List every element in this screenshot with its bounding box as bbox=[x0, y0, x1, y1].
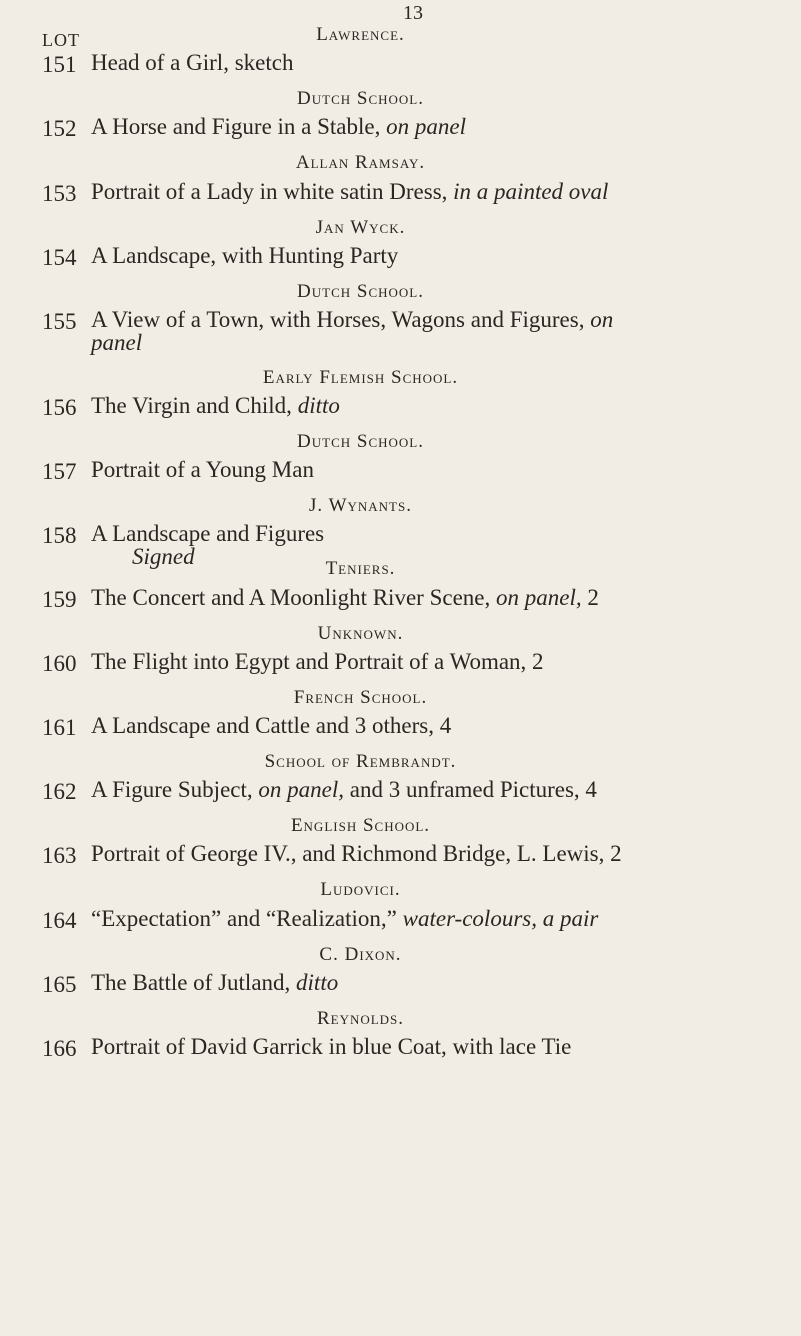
artist-name: Ludovici. bbox=[320, 879, 401, 900]
lot-number: 159 bbox=[42, 587, 77, 612]
lot-description-text: A Figure Subject, bbox=[91, 777, 259, 802]
lot-number: 166 bbox=[42, 1036, 77, 1061]
lot-description-text: Portrait of David Garrick in blue Coat, with lace Tie bbox=[91, 1034, 572, 1059]
lot-description-continuation: Signed bbox=[132, 544, 195, 569]
lot-description-text: A Landscape, with Hunting Party bbox=[91, 243, 399, 268]
lot-description bbox=[91, 904, 791, 934]
lot-description-text: “Expectation” and “Realization,” bbox=[91, 906, 403, 931]
lot-description-text: Head of a Girl, sketch bbox=[91, 50, 294, 75]
lot-description-continuation: panel bbox=[91, 330, 143, 355]
artist-name: C. Dixon. bbox=[319, 944, 402, 965]
lot-description-italic: ditto bbox=[297, 393, 340, 418]
lot-number: 160 bbox=[42, 651, 77, 676]
artist-name: Dutch School. bbox=[297, 431, 424, 452]
lot-description-text: A View of a Town, with Horses, Wagons and Figures, bbox=[91, 307, 591, 332]
lot-number: 165 bbox=[42, 972, 77, 997]
lot-number: 161 bbox=[42, 715, 77, 740]
artist-name: J. Wynants. bbox=[309, 495, 412, 516]
artist-name: French School. bbox=[293, 687, 428, 708]
lot-description-text: The Virgin and Child, bbox=[91, 393, 298, 418]
artist-name: Teniers. bbox=[325, 558, 396, 579]
lot-description-text: A Landscape and Figures bbox=[91, 521, 325, 546]
lot-description bbox=[91, 519, 791, 549]
lot-number: 151 bbox=[42, 52, 77, 77]
artist-name: School of Rembrandt. bbox=[264, 751, 457, 772]
lot-description-text: Portrait of George IV., and Richmond Bridge, L. Lewis, 2 bbox=[91, 841, 622, 866]
lot-description-text: A Horse and Figure in a Stable, bbox=[91, 114, 387, 139]
lot-description-text: Portrait of a Young Man bbox=[91, 457, 314, 482]
lot-description-italic: on panel bbox=[386, 114, 466, 139]
lot-description-text: The Concert and A Moonlight River Scene, bbox=[91, 585, 496, 610]
lot-number: 163 bbox=[42, 843, 77, 868]
artist-name: Early Flemish School. bbox=[262, 367, 459, 388]
lot-description-italic: on panel, bbox=[495, 585, 582, 610]
lot-description-text: The Battle of Jutland, bbox=[91, 970, 297, 995]
lot-description bbox=[91, 112, 791, 142]
artist-name: Jan Wyck. bbox=[315, 217, 406, 238]
lot-description-italic: on panel, bbox=[258, 777, 344, 802]
page-number: 13 bbox=[403, 2, 423, 24]
lot-description-italic: ditto bbox=[296, 970, 339, 995]
lot-description bbox=[91, 455, 791, 485]
lot-column-header: LOT bbox=[42, 30, 80, 50]
lot-description bbox=[91, 775, 791, 805]
lot-number: 154 bbox=[42, 245, 77, 270]
lot-description bbox=[91, 711, 791, 741]
artist-name: Lawrence. bbox=[316, 24, 405, 45]
lot-description-italic: water-colours, a pair bbox=[402, 906, 599, 931]
lot-description-text: The Flight into Egypt and Portrait of a Woman, 2 bbox=[91, 649, 544, 674]
lot-number: 164 bbox=[42, 908, 77, 933]
lot-description-text: A Landscape and Cattle and 3 others, 4 bbox=[91, 713, 452, 738]
lot-description bbox=[91, 583, 791, 613]
lot-number: 152 bbox=[42, 116, 77, 141]
lot-number: 162 bbox=[42, 779, 77, 804]
lot-number: 155 bbox=[42, 309, 77, 334]
artist-name: Unknown. bbox=[317, 623, 404, 644]
artist-name: Allan Ramsay. bbox=[295, 152, 426, 173]
lot-description bbox=[91, 48, 791, 78]
artist-name: Dutch School. bbox=[297, 88, 424, 109]
lot-number: 158 bbox=[42, 523, 77, 548]
lot-description bbox=[91, 1032, 791, 1062]
lot-description bbox=[91, 391, 791, 421]
lot-description bbox=[91, 241, 791, 271]
lot-description-italic: on bbox=[590, 307, 614, 332]
lot-description bbox=[91, 968, 791, 998]
lot-description-text: Portrait of a Lady in white satin Dress, bbox=[91, 179, 454, 204]
artist-name: Dutch School. bbox=[297, 281, 424, 302]
lot-number: 157 bbox=[42, 459, 77, 484]
lot-description bbox=[91, 647, 791, 677]
lot-description bbox=[91, 177, 791, 207]
lot-number: 153 bbox=[42, 181, 77, 206]
lot-number: 156 bbox=[42, 395, 77, 420]
lot-description bbox=[91, 305, 791, 335]
lot-description bbox=[91, 839, 791, 869]
lot-description-tail: and 3 unframed Pictures, 4 bbox=[344, 777, 597, 802]
artist-name: English School. bbox=[290, 815, 431, 836]
lot-description-tail: 2 bbox=[581, 585, 599, 610]
artist-name: Reynolds. bbox=[316, 1008, 405, 1029]
lot-description-italic: in a painted oval bbox=[453, 179, 609, 204]
